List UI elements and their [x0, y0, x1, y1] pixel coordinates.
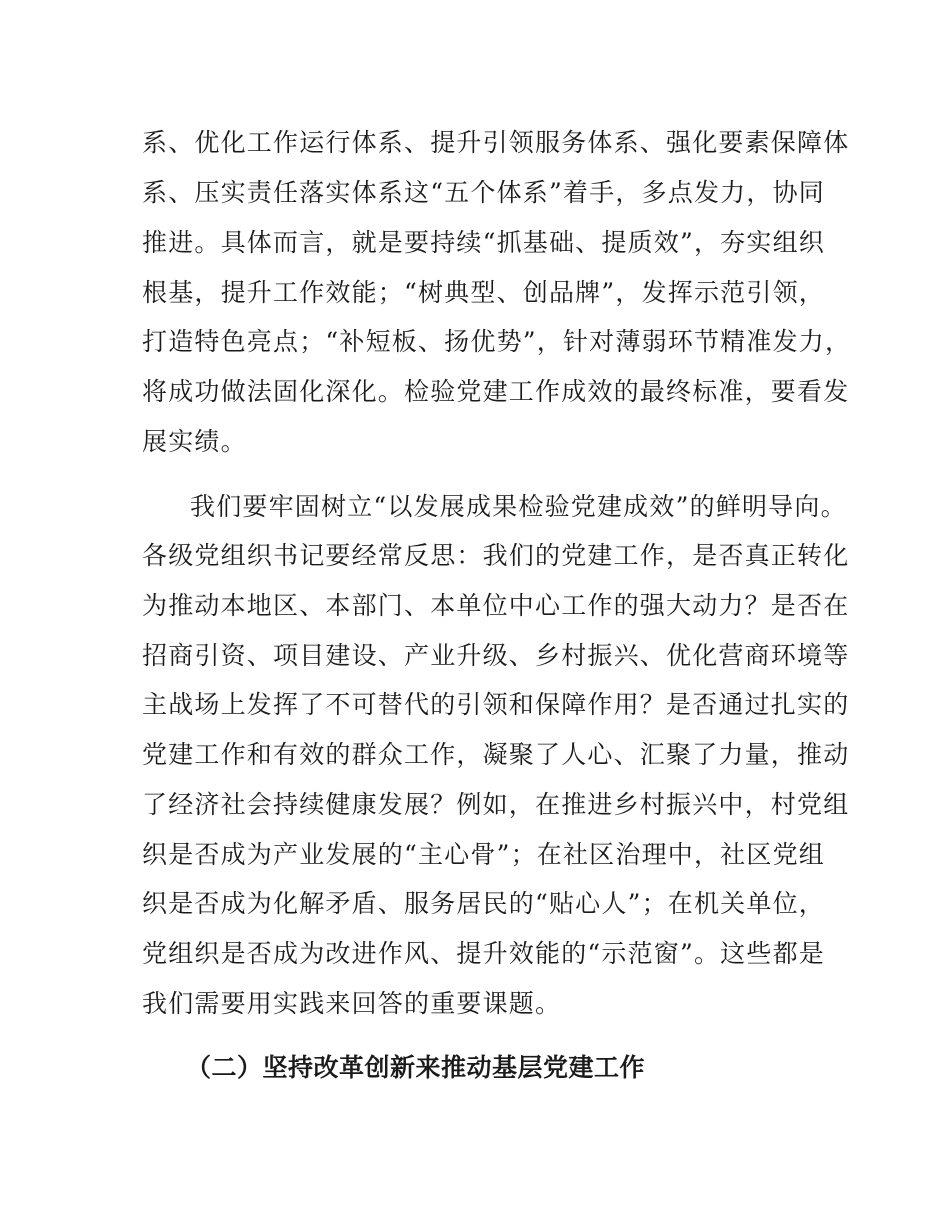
text-line: 党建工作和有效的群众工作，凝聚了人心、汇聚了力量，推动	[142, 740, 850, 769]
text-line: 系、压实责任落实体系这“五个体系”着手，多点发力，协同	[142, 178, 825, 207]
text-line: 我们要牢固树立“以发展成果检验党建成效”的鲜明导向。	[190, 492, 847, 521]
text-line: 招商引资、项目建设、产业升级、乡村振兴、优化营商环境等	[142, 641, 850, 670]
text-line: 了经济社会持续健康发展？例如，在推进乡村振兴中，村党组	[142, 790, 850, 819]
text-line: 推进。具体而言，就是要持续“抓基础、提质效”，夯实组织	[142, 228, 825, 257]
text-line: 党组织是否成为改进作风、提升效能的“示范窗”。这些都是	[142, 939, 825, 968]
text-line: 为推动本地区、本部门、本单位中心工作的强大动力？是否在	[142, 591, 850, 620]
text-line: 织是否成为产业发展的“主心骨”；在社区治理中，社区党组	[142, 840, 825, 869]
text-line: 主战场上发挥了不可替代的引领和保障作用？是否通过扎实的	[142, 690, 850, 719]
section-heading: （二）坚持改革创新来推动基层党建工作	[186, 1053, 646, 1082]
text-line: 系、优化工作运行体系、提升引领服务体系、强化要素保障体	[142, 128, 850, 157]
text-line: 打造特色亮点；“补短板、扬优势”，针对薄弱环节精准发力，	[142, 327, 852, 356]
text-line: 展实绩。	[142, 427, 247, 456]
text-line: 各级党组织书记要经常反思：我们的党建工作，是否真正转化	[142, 541, 850, 570]
text-line: 我们需要用实践来回答的重要课题。	[142, 989, 562, 1018]
text-line: 将成功做法固化深化。检验党建工作成效的最终标准，要看发	[142, 377, 850, 406]
text-line: 根基，提升工作效能；“树典型、创品牌”，发挥示范引领，	[142, 278, 825, 307]
text-line: 织是否成为化解矛盾、服务居民的“贴心人”；在机关单位，	[142, 889, 825, 918]
